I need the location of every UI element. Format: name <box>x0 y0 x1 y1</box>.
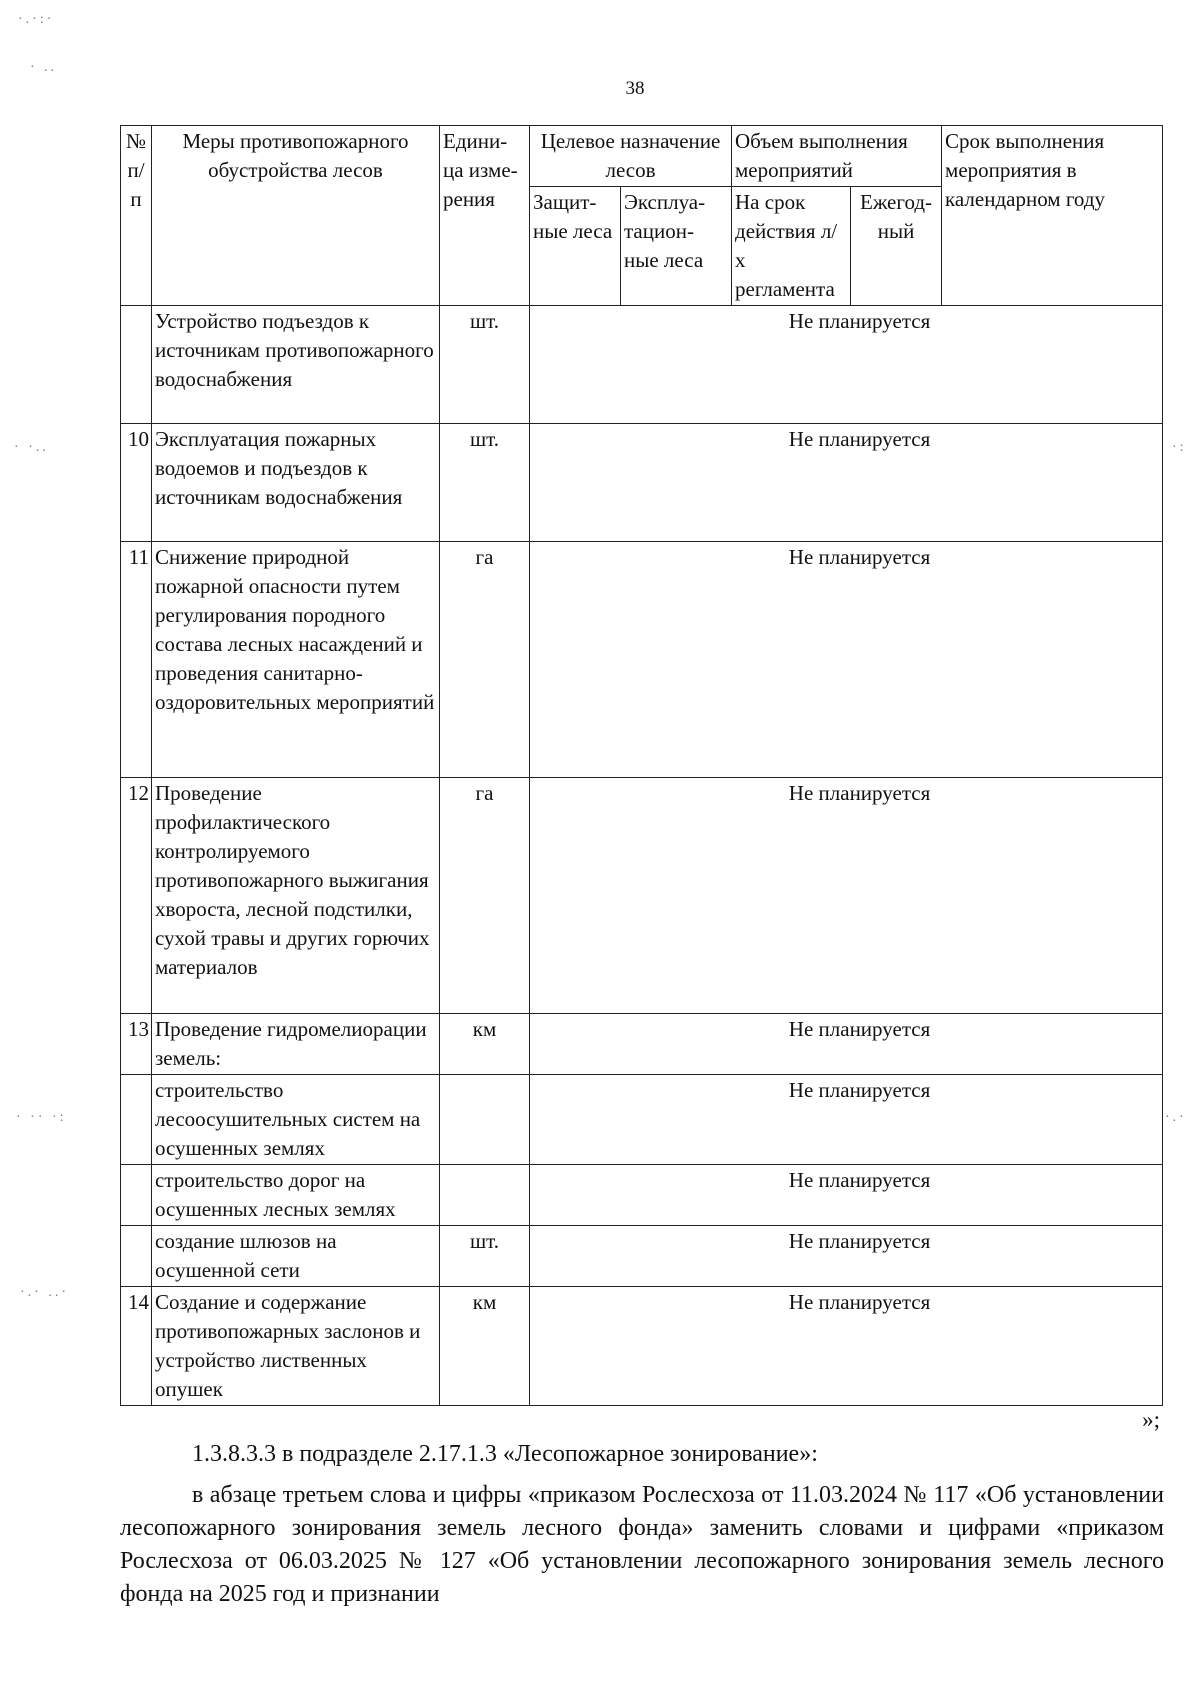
row-number <box>121 1226 152 1287</box>
body-paragraph: в абзаце третьем слова и цифры «приказом Рослесхоза от 11.03.2024 № 117 «Об установлении лесопожарного зонирования земель лесного фонда» заменить словами и цифрами «приказом Рослесхоза от 06.03.2025 № 127 «Об установлении лесопожарного зонирования земель лесного фонда на 2025 год и признании <box>120 1482 1164 1607</box>
row-measure: Эксплуатация пожарных водоемов и подъездов к источникам водоснабжения <box>152 424 440 542</box>
row-number: 10 <box>121 424 152 542</box>
row-measure: Проведение гидромелиорации земель: <box>152 1014 440 1075</box>
table-row <box>121 306 1163 424</box>
row-number <box>121 1075 152 1165</box>
row-status: Не планируется <box>530 1075 1163 1165</box>
row-status: Не планируется <box>530 306 1163 424</box>
row-number <box>121 1165 152 1226</box>
table-row <box>121 1014 1163 1075</box>
row-measure: Проведение профилактического контролируемого противопожарного выжигания хвороста, лесной подстилки, сухой травы и других горючих материалов <box>152 778 440 1014</box>
scan-noise: ·.· ..· <box>20 1285 69 1300</box>
scan-noise: ·.· <box>1165 1110 1187 1125</box>
row-measure: Создание и содержание противопожарных заслонов и устройство лиственных опушек <box>152 1287 440 1406</box>
row-number <box>121 306 152 424</box>
row-number: 11 <box>121 542 152 778</box>
row-unit: шт. <box>440 1226 530 1287</box>
row-measure: строительство лесоосушительных систем на осушенных землях <box>152 1075 440 1165</box>
header-number: № п/п <box>121 126 152 306</box>
row-status: Не планируется <box>530 424 1163 542</box>
scan-noise: · ·· ·: <box>16 1110 67 1125</box>
scan-noise: · .. <box>30 60 58 75</box>
scan-noise: · ·.. <box>14 440 49 455</box>
header-purpose-protective: Защит-ные леса <box>530 187 621 306</box>
table-row <box>121 1165 1163 1226</box>
page-number: 38 <box>625 78 645 99</box>
row-measure: строительство дорог на осушенных лесных землях <box>152 1165 440 1226</box>
row-unit: км <box>440 1014 530 1075</box>
scan-noise: ·.·:· <box>18 12 55 27</box>
row-status: Не планируется <box>530 1165 1163 1226</box>
row-status: Не планируется <box>530 542 1163 778</box>
row-unit: км <box>440 1287 530 1406</box>
header-volume: Объем выполнения мероприятий <box>732 126 942 187</box>
row-status: Не планируется <box>530 1287 1163 1406</box>
header-measure: Меры противопожарного обустройства лесов <box>152 126 440 306</box>
row-unit: га <box>440 542 530 778</box>
row-measure: Устройство подъездов к источникам противопожарного водоснабжения <box>152 306 440 424</box>
header-purpose: Целевое назначение лесов <box>530 126 732 187</box>
row-number: 12 <box>121 778 152 1014</box>
row-unit: шт. <box>440 306 530 424</box>
row-unit <box>440 1075 530 1165</box>
table-row <box>121 542 1163 778</box>
row-status: Не планируется <box>530 1014 1163 1075</box>
table-row <box>121 1075 1163 1165</box>
row-status: Не планируется <box>530 778 1163 1014</box>
header-volume-term: На срок действия л/х регламента <box>732 187 851 306</box>
row-unit: шт. <box>440 424 530 542</box>
header-purpose-operational: Эксплуа-тацион-ные леса <box>621 187 732 306</box>
header-volume-annual: Ежегод-ный <box>851 187 942 306</box>
row-measure: Снижение природной пожарной опасности путем регулирования породного состава лесных насаждений и проведения санитарно-оздоровительных мероприятий <box>152 542 440 778</box>
header-deadline: Срок выполнения мероприятия в календарном году <box>942 126 1163 306</box>
row-status: Не планируется <box>530 1226 1163 1287</box>
header-row-1 <box>121 126 1163 187</box>
header-unit: Едини-ца изме-рения <box>440 126 530 306</box>
table-row <box>121 424 1163 542</box>
closing-quote: »; <box>1142 1407 1160 1432</box>
fire-measures-table <box>120 125 1163 1406</box>
table-row <box>121 1226 1163 1287</box>
table-row <box>121 1287 1163 1406</box>
scan-noise: ·: <box>1172 440 1187 455</box>
table-row <box>121 778 1163 1014</box>
row-unit: га <box>440 778 530 1014</box>
row-measure: создание шлюзов на осушенной сети <box>152 1226 440 1287</box>
subsection-heading: 1.3.8.3.3 в подразделе 2.17.1.3 «Лесопожарное зонирование»: <box>192 1441 818 1467</box>
row-number: 14 <box>121 1287 152 1406</box>
row-unit <box>440 1165 530 1226</box>
row-number: 13 <box>121 1014 152 1075</box>
